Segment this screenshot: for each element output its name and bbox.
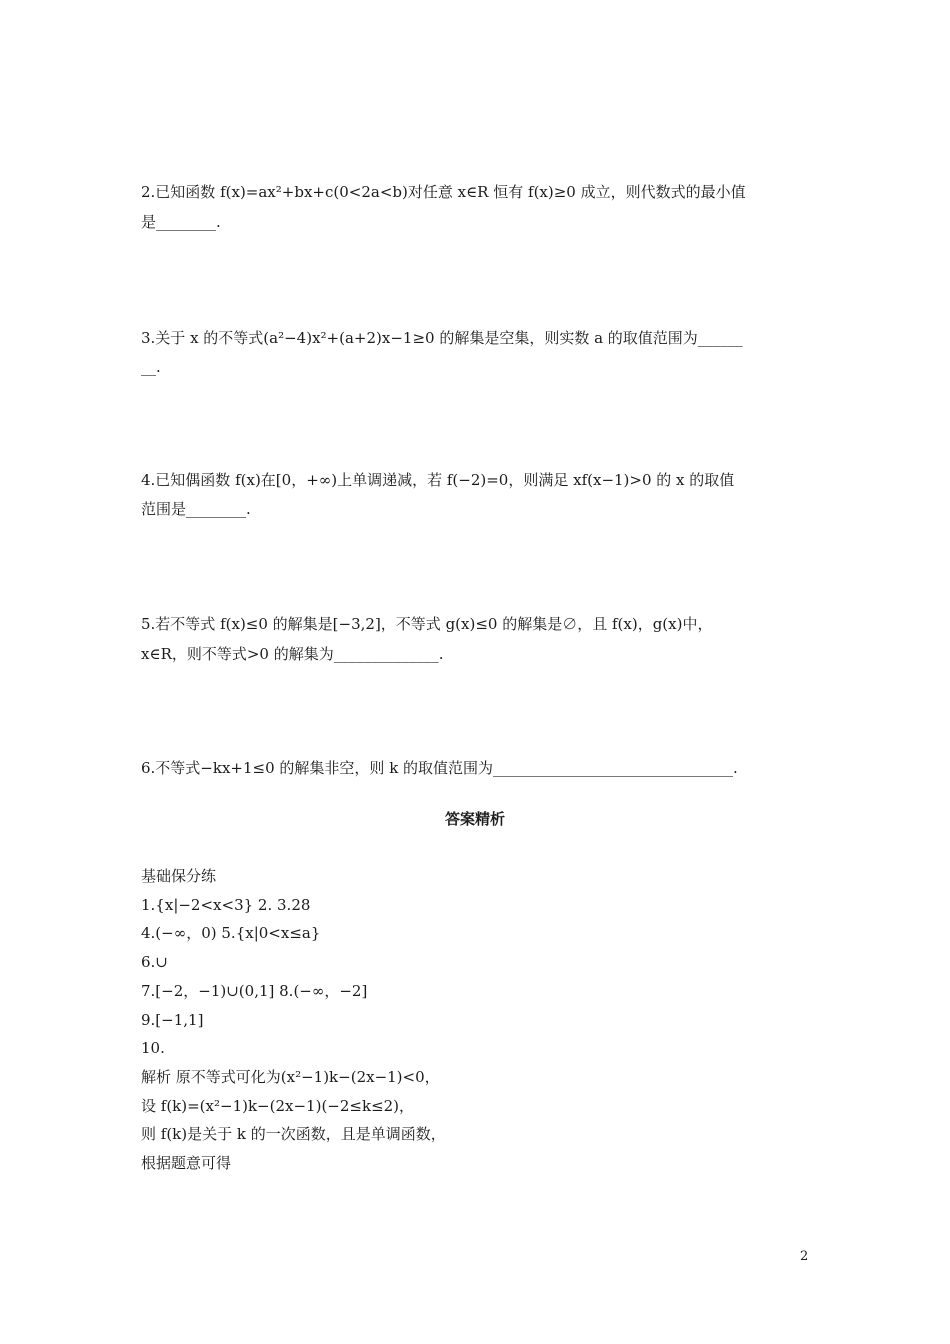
problem-3-line-2: __. (141, 358, 161, 376)
answers-section-title: 基础保分练 (141, 867, 217, 885)
answer-line: 4.(−∞，0) 5.{x|0<x≤a} (141, 924, 321, 942)
problem-5-line-2: x∈R，则不等式>0 的解集为______________. (141, 645, 444, 663)
problem-3-line-1: 3.关于 x 的不等式(a²−4)x²+(a+2)x−1≥0 的解集是空集，则实数 a 的取值范围为______ (141, 329, 743, 347)
problem-4-line-2: 范围是________. (141, 500, 251, 518)
solution-line: 根据题意可得 (141, 1154, 232, 1172)
problem-4-line-1: 4.已知偶函数 f(x)在[0，+∞)上单调递减，若 f(−2)=0，则满足 xf(x−1)>0 的 x 的取值 (141, 471, 735, 489)
answer-line: 9.[−1,1] (141, 1011, 204, 1029)
solution-line: 解析 原不等式可化为(x²−1)k−(2x−1)<0， (141, 1068, 440, 1086)
answer-line: 10. (141, 1039, 165, 1057)
problem-5-line-1: 5.若不等式 f(x)≤0 的解集是[−3,2]，不等式 g(x)≤0 的解集是∅，且 f(x)，g(x)中， (141, 615, 713, 633)
answer-line: 6.∪ (141, 953, 168, 971)
page-number: 2 (800, 1249, 809, 1264)
problem-6-line-1: 6.不等式−kx+1≤0 的解集非空，则 k 的取值范围为________________________________. (141, 759, 738, 777)
solution-line: 则 f(k)是关于 k 的一次函数，且是单调函数， (141, 1125, 446, 1143)
problem-2-line-2: 是________. (141, 213, 221, 231)
problem-2-line-1: 2.已知函数 f(x)=ax²+bx+c(0<2a<b)对任意 x∈R 恒有 f(x)≥0 成立，则代数式的最小值 (141, 183, 746, 201)
answer-line: 7.[−2，−1)∪(0,1] 8.(−∞，−2] (141, 982, 368, 1000)
answers-heading: 答案精析 (444, 810, 505, 828)
answer-line: 1.{x|−2<x<3} 2. 3.28 (141, 896, 311, 914)
solution-line: 设 f(k)=(x²−1)k−(2x−1)(−2≤k≤2)， (141, 1097, 415, 1115)
